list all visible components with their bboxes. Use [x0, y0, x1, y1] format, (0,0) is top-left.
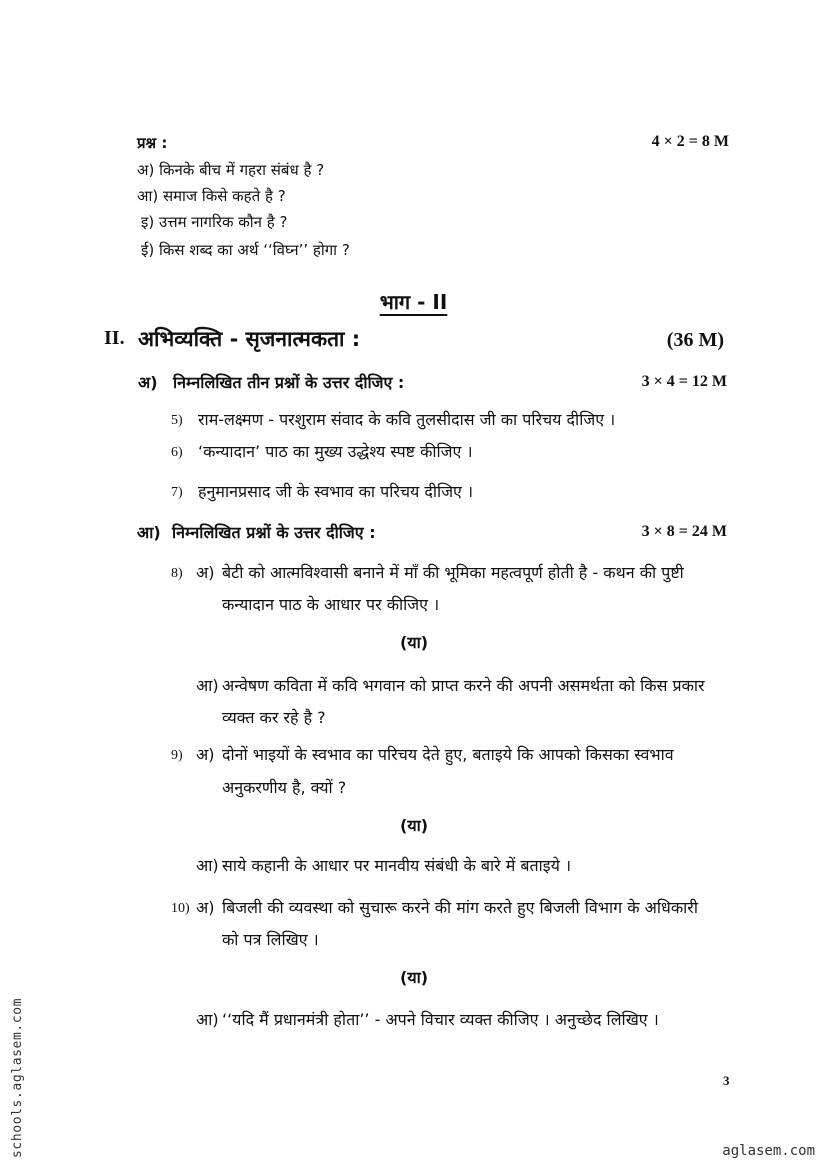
option-text: बिजली की व्यवस्था को सुचारू करने की मांग करते हुए बिजली विभाग के अधिकारी	[222, 898, 698, 917]
section-title: अभिव्यक्ति - सृजनात्मकता :	[138, 327, 361, 351]
option-text: ‘‘यदि मैं प्रधानमंत्री होता’’ - अपने विचार व्यक्त कीजिए । अनुच्छेद लिखिए ।	[222, 1010, 659, 1029]
option-label: अ)	[196, 745, 215, 764]
question-number: 10)	[171, 901, 190, 916]
page-number: 3	[723, 1073, 730, 1088]
question-number: 9)	[171, 748, 183, 763]
or-label: (या)	[400, 816, 429, 835]
subsection-aa-marks: 3 × 8 = 24 M	[641, 523, 727, 540]
question-number: 6)	[171, 445, 183, 460]
question-marks: 4 × 2 = 8 M	[651, 133, 729, 150]
question-item: इ) उत्तम नागरिक कौन है ?	[141, 213, 288, 231]
subsection-aa-title: निम्नलिखित प्रश्नों के उत्तर दीजिए :	[172, 523, 376, 542]
watermark-bottom: aglasem.com	[722, 1143, 815, 1159]
part-heading: भाग - II	[379, 290, 448, 314]
subsection-a-title: निम्नलिखित तीन प्रश्नों के उत्तर दीजिए :	[173, 373, 405, 392]
option-text: कन्यादान पाठ के आधार पर कीजिए ।	[222, 595, 440, 614]
option-text: अनुकरणीय है, क्यों ?	[222, 778, 347, 797]
question-text: ‘कन्यादान’ पाठ का मुख्य उद्धेश्य स्पष्ट कीजिए ।	[198, 442, 473, 461]
question-text: हनुमानप्रसाद जी के स्वभाव का परिचय दीजिए ।	[198, 482, 474, 501]
option-text: साये कहानी के आधार पर मानवीय संबंधी के बारे में बताइये ।	[222, 856, 572, 875]
option-text: अन्वेषण कविता में कवि भगवान को प्राप्त करने की अपनी असमर्थता को किस प्रकार	[222, 676, 705, 695]
option-label: आ)	[196, 1010, 219, 1029]
watermark-side: schools.aglasem.com	[10, 997, 25, 1158]
option-text: दोनों भाइयों के स्वभाव का परिचय देते हुए, बताइये कि आपको किसका स्वभाव	[222, 745, 674, 764]
section-marks: (36 M)	[666, 329, 724, 351]
option-label: अ)	[196, 563, 215, 582]
question-item: आ) समाज किसे कहते है ?	[137, 187, 286, 205]
subsection-a-marks: 3 × 4 = 12 M	[641, 373, 727, 390]
option-label: आ)	[196, 676, 219, 695]
question-item: ई) किस शब्द का अर्थ ‘‘विघ्न’’ होगा ?	[141, 241, 350, 259]
section-number: II.	[104, 327, 125, 349]
option-label: आ)	[196, 856, 219, 875]
question-number: 5)	[171, 413, 183, 428]
or-label: (या)	[400, 968, 429, 987]
or-label: (या)	[400, 633, 429, 652]
question-text: राम-लक्ष्मण - परशुराम संवाद के कवि तुलसीदास जी का परिचय दीजिए ।	[198, 410, 616, 429]
question-item: अ) किनके बीच में गहरा संबंध है ?	[137, 161, 325, 179]
option-text: बेटी को आत्मविश्वासी बनाने में माँ की भूमिका महत्वपूर्ण होती है - कथन की पुष्टी	[222, 563, 684, 582]
question-label: प्रश्न :	[137, 134, 168, 152]
subsection-a-label: अ)	[138, 373, 158, 392]
option-text: को पत्र लिखिए ।	[222, 930, 319, 949]
question-number: 8)	[171, 566, 183, 581]
subsection-aa-label: आ)	[137, 523, 161, 542]
option-text: व्यक्त कर रहे है ?	[222, 708, 326, 727]
option-label: अ)	[196, 898, 215, 917]
question-number: 7)	[171, 485, 183, 500]
